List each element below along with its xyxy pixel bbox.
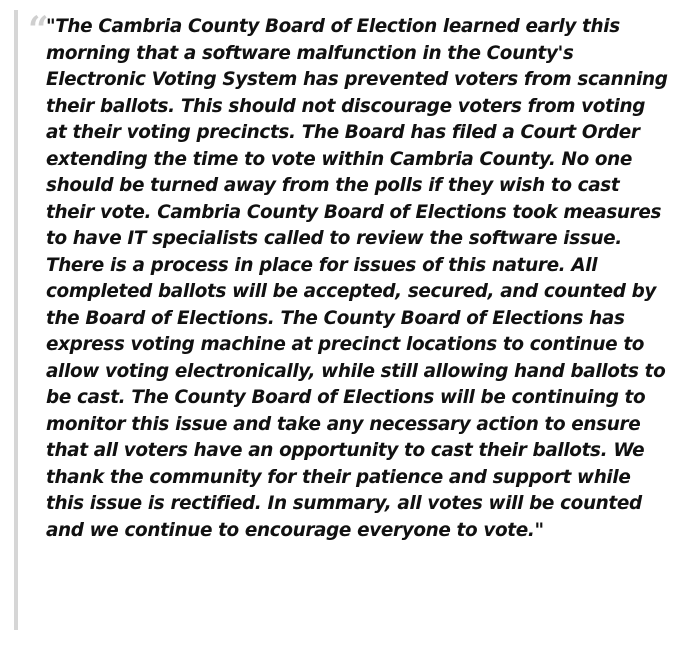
quote-line: express voting machine at precinct locations to continue to [46, 334, 645, 355]
quote-line: completed ballots will be accepted, secured, and counted by [46, 281, 657, 302]
open-quote-icon: “ [28, 9, 47, 51]
quote-line: at their voting precincts. The Board has filed a Court Order [46, 122, 640, 143]
quote-line: thank the community for their patience and support while [46, 466, 631, 488]
quote-line: "The Cambria County Board of Election learned early this [46, 16, 620, 37]
quote-line: to have IT specialists called to review the software issue. [46, 228, 622, 249]
quote-line: be cast. The County Board of Elections will be continuing to [46, 387, 646, 408]
quote-line: their vote. Cambria County Board of Elections took measures [46, 201, 662, 223]
quote-line: allow voting electronically, while still allowing hand ballots to [46, 360, 666, 382]
quote-line: should be turned away from the polls if they wish to cast [46, 175, 620, 196]
quote-line: morning that a software malfunction in the County's [46, 42, 574, 64]
quote-line: their ballots. This should not discourage voters from voting [46, 95, 646, 117]
quote-line: extending the time to vote within Cambria County. No one [46, 148, 633, 170]
quote-line: the Board of Elections. The County Board of Elections has [46, 307, 625, 329]
quote-text [46, 14, 668, 544]
quote-line: Electronic Voting System has prevented voters from scanning [46, 69, 668, 90]
quote-line: that all voters have an opportunity to cast their ballots. We [46, 440, 645, 461]
quote-line: this issue is rectified. In summary, all votes will be counted [46, 493, 642, 514]
quote-line: monitor this issue and take any necessary action to ensure [46, 413, 641, 435]
quote-line: There is a process in place for issues of this nature. All [46, 254, 598, 276]
quote-line: and we continue to encourage everyone to vote." [46, 519, 544, 541]
